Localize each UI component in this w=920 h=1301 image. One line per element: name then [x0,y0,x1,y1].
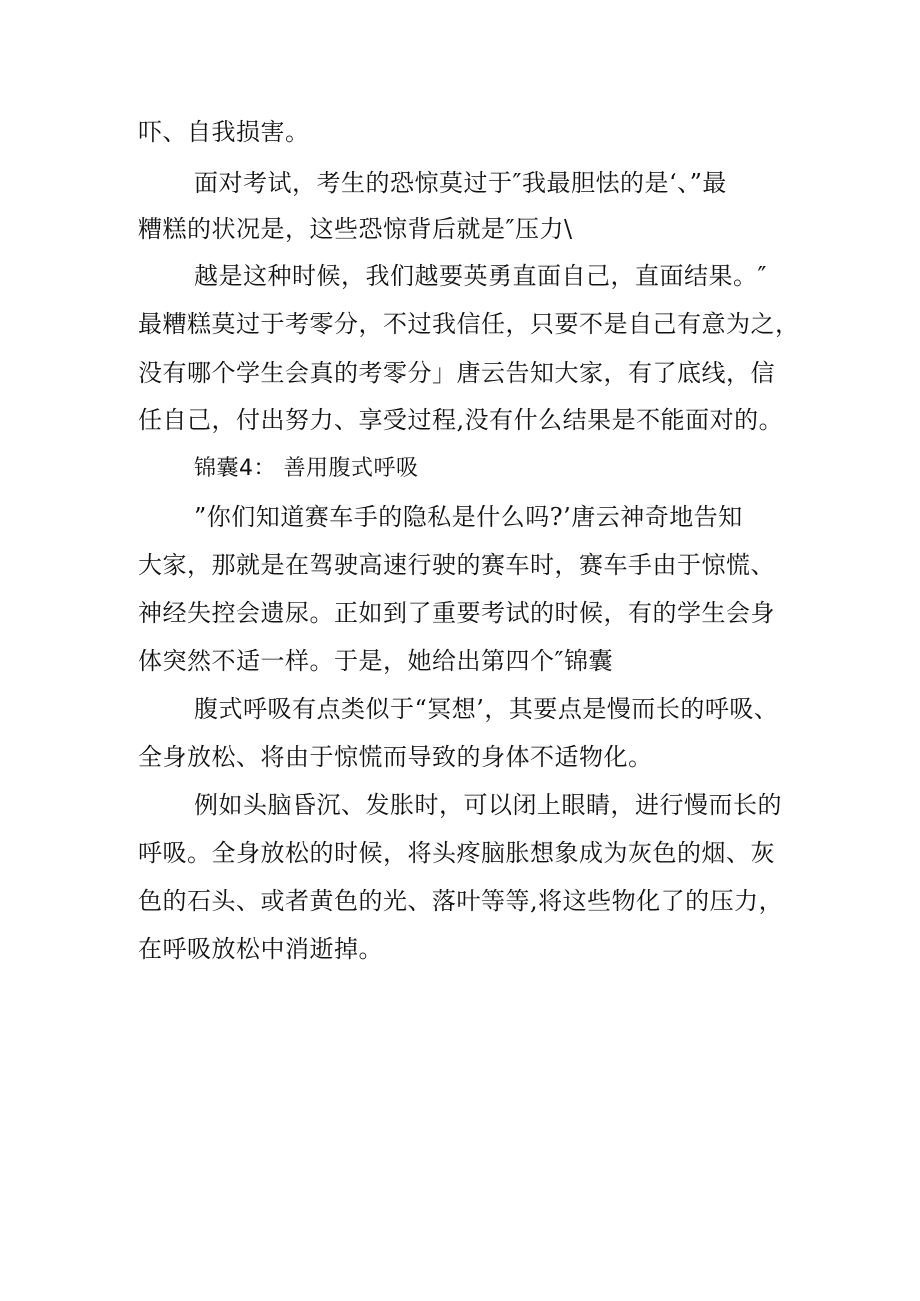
paragraph-line: 最糟糕莫过于考零分，不过我信任，只要不是自己有意为之， [138,310,800,338]
paragraph-line: 面对考试，考生的恐惊莫过于″我最胆怯的是‘、”最 [194,169,727,197]
paragraph-line: 越是这种时候，我们越要英勇直面自己，直面结果。″ [194,262,767,290]
paragraph-line: 在呼吸放松中消逝掉。 [138,935,383,963]
paragraph-line: 腹式呼吸有点类似于“冥想’，其要点是慢而长的呼吸、 [194,695,779,723]
paragraph-line: 吓、自我损害。 [138,118,310,146]
paragraph-line: 神经失控会遗尿。正如到了重要考试的时候，有的学生会身 [138,599,775,627]
paragraph-line: ”你们知道赛车手的隐私是什么吗?’唐云神奇地告知 [194,503,743,531]
paragraph-line: 例如头脑昏沉、发胀时，可以闭上眼睛，进行慢而长的 [194,791,782,819]
paragraph-line: 没有哪个学生会真的考零分」唐云告知大家，有了底线，信 [138,359,775,387]
paragraph-line: 呼吸。全身放松的时候，将头疼脑胀想象成为灰色的烟、灰 [138,839,775,867]
paragraph-line: 大家，那就是在驾驶高速行驶的赛车时，赛车手由于惊慌、 [138,551,775,579]
paragraph-line: 全身放松、将由于惊慌而导致的身体不适物化。 [138,743,653,771]
paragraph-line: 任自己，付出努力、享受过程,没有什么结果是不能面对的。 [138,406,784,434]
section-heading: 锦囊4： 善用腹式呼吸 [194,456,419,481]
paragraph-line: 体突然不适一样。于是，她给出第四个″锦囊 [138,647,613,675]
paragraph-line: 糟糕的状况是，这些恐惊背后就是″压力\ [138,215,573,243]
paragraph-line: 色的石头、或者黄色的光、落叶等等,将这些物化了的压力， [138,887,784,915]
